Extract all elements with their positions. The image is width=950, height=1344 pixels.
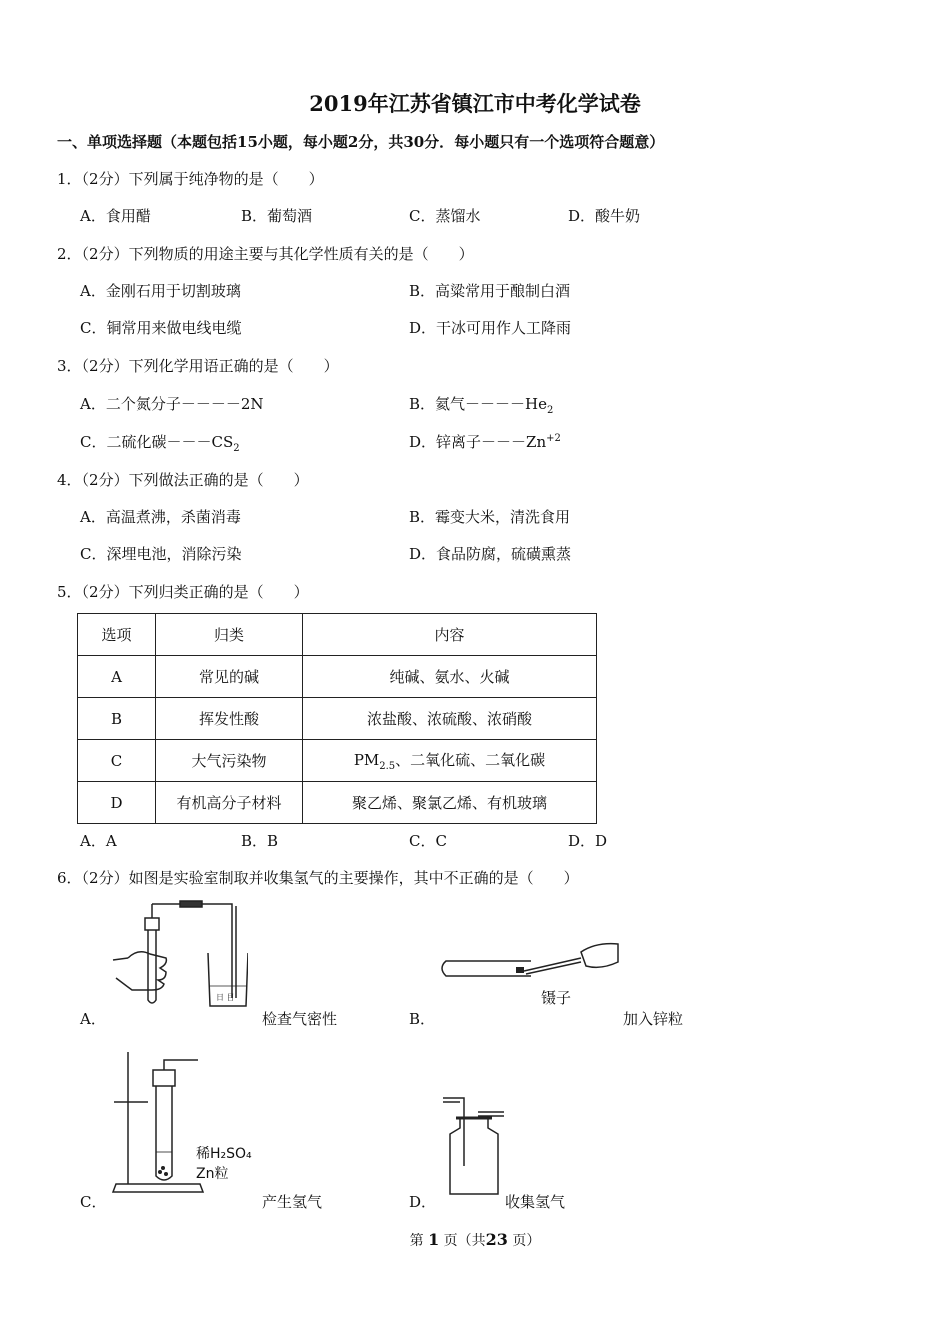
q1-option-a: A．食用醋 bbox=[80, 207, 151, 225]
table-header-cell: 内容 bbox=[303, 614, 597, 656]
table-header-row bbox=[78, 614, 597, 656]
q6-option-b: B． bbox=[409, 1010, 436, 1028]
q5-option-b: B．B bbox=[241, 832, 279, 850]
hydrogen-generation-figure bbox=[108, 1052, 208, 1195]
table-cell: A bbox=[78, 656, 156, 698]
classification-table bbox=[77, 613, 597, 824]
q6-option-c: C． bbox=[80, 1193, 107, 1211]
page-number: 1 bbox=[428, 1230, 440, 1249]
q4-option-c: C．深埋电池，消除污染 bbox=[80, 545, 242, 563]
question-5-stem: 5．（2分）下列归类正确的是（ ） bbox=[57, 583, 309, 601]
table-cell: 大气污染物 bbox=[156, 740, 303, 782]
question-4-stem: 4．（2分）下列做法正确的是（ ） bbox=[57, 471, 309, 489]
q2-option-d: D．干冰可用作人工降雨 bbox=[409, 319, 572, 337]
table-cell: 挥发性酸 bbox=[156, 698, 303, 740]
tweezers-figure bbox=[436, 934, 621, 979]
table-cell: 常见的碱 bbox=[156, 656, 303, 698]
question-1-stem: 1．（2分）下列属于纯净物的是（ ） bbox=[57, 170, 324, 188]
table-cell: 纯碱、氨水、火碱 bbox=[303, 656, 597, 698]
table-row bbox=[78, 782, 597, 824]
table-header-cell: 归类 bbox=[156, 614, 303, 656]
question-2-stem: 2．（2分）下列物质的用途主要与其化学性质有关的是（ ） bbox=[57, 245, 474, 263]
svg-text:日 目: 日 目 bbox=[216, 993, 235, 1002]
q2-option-b: B．高粱常用于酿制白酒 bbox=[409, 282, 571, 300]
table-row bbox=[78, 656, 597, 698]
table-cell: D bbox=[78, 782, 156, 824]
q6-option-a: A． bbox=[80, 1010, 106, 1028]
zinc-label: Zn粒 bbox=[196, 1166, 229, 1182]
q4-option-b: B．霉变大米，清洗食用 bbox=[409, 508, 571, 526]
table-cell: C bbox=[78, 740, 156, 782]
total-pages: 23 bbox=[485, 1230, 508, 1249]
table-cell: B bbox=[78, 698, 156, 740]
tweezers-label: 镊子 bbox=[541, 989, 572, 1007]
q1-option-c: C．蒸馏水 bbox=[409, 207, 481, 225]
airtightness-check-figure bbox=[108, 898, 248, 1010]
q5-option-c: C．C bbox=[409, 832, 447, 850]
q3-option-d: D．锌离子$---Zn^{+2}$ bbox=[409, 433, 561, 451]
question-3-stem: 3．（2分）下列化学用语正确的是（ ） bbox=[57, 357, 339, 375]
section-heading: 一、单项选择题（本题包括15小题，每小题2分，共30分．每小题只有一个选项符合题意） bbox=[57, 133, 665, 151]
q5-option-a: A．A bbox=[80, 832, 117, 850]
q1-option-b: B．葡萄酒 bbox=[241, 207, 313, 225]
q4-option-d: D．食品防腐，硫磺熏蒸 bbox=[409, 545, 572, 563]
table-cell: $PM_{2.5}$、二氧化硫、二氧化碳 bbox=[303, 740, 597, 782]
table-header-cell: 选项 bbox=[78, 614, 156, 656]
q6-option-a-caption: 检查气密性 bbox=[262, 1010, 338, 1028]
q5-option-d: D．D bbox=[568, 832, 608, 850]
q3-option-c: C．二硫化碳$---CS_2$ bbox=[80, 433, 240, 454]
table-row bbox=[78, 740, 597, 782]
question-6-stem: 6．（2分）如图是实验室制取并收集氢气的主要操作，其中不正确的是（ ） bbox=[57, 869, 579, 887]
dilute-acid-label: 稀H₂SO₄ bbox=[196, 1146, 252, 1162]
table-cell: 有机高分子材料 bbox=[156, 782, 303, 824]
q2-option-a: A．金刚石用于切割玻璃 bbox=[80, 282, 241, 300]
page-title: 2019年江苏省镇江市中考化学试卷 bbox=[309, 91, 641, 116]
q3-option-a: A．二个氮分子－－－－2N bbox=[80, 395, 264, 413]
table-cell: 聚乙烯、聚氯乙烯、有机玻璃 bbox=[303, 782, 597, 824]
q6-option-d: D． bbox=[409, 1193, 437, 1211]
q6-option-d-caption: 收集氢气 bbox=[505, 1193, 566, 1211]
page-footer: 第 1 页（共23 页） bbox=[409, 1230, 541, 1249]
q4-option-a: A．高温煮沸，杀菌消毒 bbox=[80, 508, 241, 526]
gas-collection-figure bbox=[438, 1096, 504, 1196]
table-row bbox=[78, 698, 597, 740]
table-cell: 浓盐酸、浓硫酸、浓硝酸 bbox=[303, 698, 597, 740]
q2-option-c: C．铜常用来做电线电缆 bbox=[80, 319, 242, 337]
q6-option-b-caption: 加入锌粒 bbox=[623, 1010, 684, 1028]
q1-option-d: D．酸牛奶 bbox=[568, 207, 641, 225]
q6-option-c-caption: 产生氢气 bbox=[262, 1193, 323, 1211]
q3-option-b: B．氦气$----He_2$ bbox=[409, 395, 554, 416]
